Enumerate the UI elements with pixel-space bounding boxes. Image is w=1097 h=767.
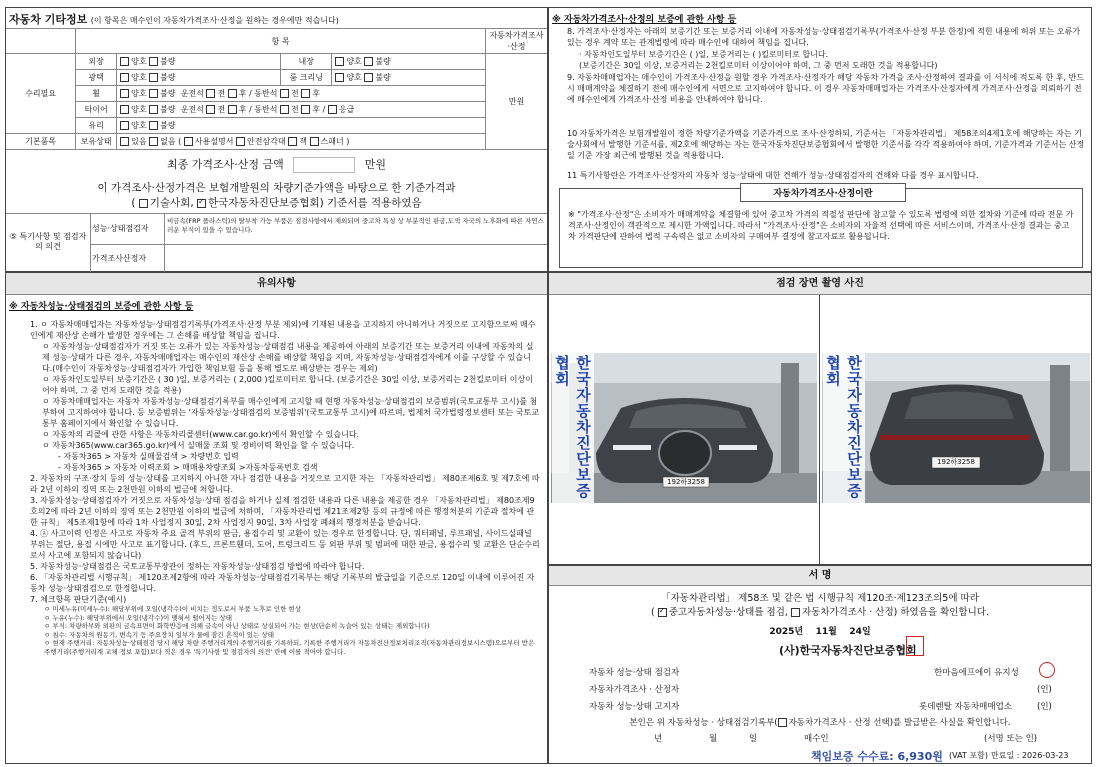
room-bad-checkbox[interactable] xyxy=(364,73,373,82)
good-label: 양호 xyxy=(131,57,147,66)
row-repair-label: 수리필요 xyxy=(6,54,76,134)
buyer-signature: (서명 또는 인) xyxy=(984,734,1038,744)
driver-label: 운전석 xyxy=(180,105,204,114)
price-assessor-label: 가격조사산정자 xyxy=(92,254,147,263)
signature-header: 서 명 xyxy=(549,566,1091,586)
clause-8a: · 자동차인도일부터 보증기간은 ( )일, 보증거리는 ( )킬로미터로 합니다. xyxy=(579,50,829,59)
rear-label: 후 xyxy=(238,105,247,114)
emergency-label: 응급 xyxy=(338,105,355,114)
clause-11: 11 특기사항란은 가격조사·산정자의 자동차 성능·상태에 대한 견해가 성능·상태점검자의 견해와 다를 경우 표시합니다. xyxy=(567,171,979,180)
license-plate: 192하3258 xyxy=(937,458,975,466)
bad-label: 불량 xyxy=(160,121,176,130)
tire-pass-front-checkbox[interactable] xyxy=(280,105,289,114)
triangle-checkbox[interactable] xyxy=(236,137,245,146)
special-notes-label: ⑤ 특기사항 및 점검자의 의견 xyxy=(9,232,87,251)
wheel-driver-rear-checkbox[interactable] xyxy=(228,89,237,98)
item-exterior: 외장 xyxy=(76,54,117,70)
col-price-header: 자동차가격조사·산정 xyxy=(486,29,548,54)
glass-bad-checkbox[interactable] xyxy=(149,121,158,130)
confirm-price-checkbox[interactable] xyxy=(791,608,800,617)
exterior-good-checkbox[interactable] xyxy=(120,57,129,66)
item-glass: 유리 xyxy=(76,118,117,134)
notice-item: - 자동차365 > 자동차 이력조회 > 매매용차량조회 >자동차등록번호 검색 xyxy=(58,463,318,472)
buyer-month: 월 xyxy=(709,734,718,744)
wheel-bad-checkbox[interactable] xyxy=(149,89,158,98)
rear-label: 후 xyxy=(312,89,321,98)
notice-item: ㅇ 자동차매매업자는 자동차 자동차성능·상태점검기록부를 매수인에게 고지할 때 현행 자동차성능·상태점검의 보증범위(국토교통부 고시)를 첨부하여 고지하여야 합니다. 등 보증범위는 '자동차성능·상태점검의 보증범위'(국토교통부 고시)에 따르며, 법제처 국가법령정보센터 또는 국토교통부 홈페이지에서 확인할 수 있습니다. xyxy=(42,397,540,428)
year-unit: 년 xyxy=(794,627,804,637)
bad-label: 불량 xyxy=(160,89,176,98)
expiry-date: 만료일 : 2026-03-23 xyxy=(991,751,1069,760)
good-label: 양호 xyxy=(131,73,147,82)
row-basic-label: 기본품목 xyxy=(6,134,76,150)
good-label: 양호 xyxy=(346,57,362,66)
criteria-item: ㅇ 현재 주행거리: 자동차성능·상태점검 당시 해당 차량 주행거리계의 주행거리를 기록하되, 기록한 주행거리가 자동차전산정보처리조직(자동차관리정보시스템)으로부터 받은 주행거리(주행거리계 교체 정보 포함)보다 적은 경우 '특기사항 및 점검자의 의견' 란에 이를 적어야 합니다. xyxy=(44,639,535,656)
rear-label: 후 xyxy=(238,89,247,98)
definition-box xyxy=(559,188,1083,268)
law-reference: 「자동차관리법」 제58조 및 같은 법 시행규칙 제120조·제123조의5에 따라 xyxy=(661,593,979,604)
manual-label: 사용설명서 xyxy=(194,137,234,146)
price-unit: 만원 xyxy=(486,54,548,150)
notice-section xyxy=(5,272,548,764)
confirm-line: ( ✓중고자동차성능·상태를 점검, 자동차가격조사 · 산정) 하였음을 확인합니다. xyxy=(549,604,1091,618)
front-label: 전 xyxy=(291,89,299,98)
tire-bad-checkbox[interactable] xyxy=(149,105,158,114)
warranty-fee: 책임보증 수수료: 6,930원 xyxy=(811,750,943,763)
assessor-label: 자동차가격조사 · 산정자 xyxy=(589,685,680,695)
issue-confirm-text: 본인은 위 자동차성능 · 상태점검기록부( xyxy=(629,718,778,728)
front-label: 전 xyxy=(217,105,226,114)
confirm-inspection-checkbox[interactable] xyxy=(658,608,667,617)
org-seal-stamp xyxy=(906,636,924,656)
basis-kaa-checkbox[interactable] xyxy=(197,199,206,208)
glass-good-checkbox[interactable] xyxy=(120,121,129,130)
spanner-checkbox[interactable] xyxy=(310,137,319,146)
notice-item: - 자동차365 > 자동차 실매물검색 > 차량번호 입력 xyxy=(58,452,239,461)
bad-label: 불량 xyxy=(160,73,176,82)
have-label: 있음 xyxy=(131,137,147,146)
issue-confirm-line xyxy=(549,716,1091,728)
bad-label: 불량 xyxy=(375,57,391,66)
interior-good-checkbox[interactable] xyxy=(335,57,344,66)
issue-price-checkbox[interactable] xyxy=(778,718,787,727)
inspector-label: 자동차 성능·상태 점검자 xyxy=(589,668,680,678)
perf-inspector-opinion: 비금속(FRP 플라스틱)의 탈부착 가능 부품은 점검사항에서 제외되며 중고차 특성 상 부분적인 판금,도색 자국의 노후화에 따른 자연스러운 부식이 있을 수 있습니다. xyxy=(167,217,544,234)
divider xyxy=(164,214,165,272)
final-price-input[interactable] xyxy=(293,157,355,173)
gloss-good-checkbox[interactable] xyxy=(120,73,129,82)
final-price-label: 최종 가격조사·산정 금액 xyxy=(166,158,284,171)
rear-label: 후 xyxy=(312,105,321,114)
divider xyxy=(819,295,820,564)
tire-driver-rear-checkbox[interactable] xyxy=(228,105,237,114)
jack-checkbox[interactable] xyxy=(288,137,297,146)
perf-inspector-label: 성능·상태점검자 xyxy=(92,224,149,233)
interior-bad-checkbox[interactable] xyxy=(364,57,373,66)
definition-text: ※ "가격조사·산정"은 소비자가 매매계약을 체결함에 있어 중고차 가격의 적절성 판단에 참고할 수 있도록 법령에 의한 절차와 기준에 따라 전문 가격조사·산정인이 객관적으로 제시한 가액입니다. 따라서 "가격조사·산정"은 소비자의 자율적 선택에 따른 서비스이며, 가격조사·산정 결과는 중고차 가격판단에 관하여 법적 구속력은 없고 소비자의 구매여부 결정에 참고자료로 활용됩니다. xyxy=(568,210,1074,241)
inspector-seal-stamp xyxy=(1039,662,1055,678)
buyer-day: 일 xyxy=(749,734,758,744)
front-label: 전 xyxy=(291,105,299,114)
tire-good-checkbox[interactable] xyxy=(120,105,129,114)
definition-title: 자동차가격조사·산정이란 xyxy=(740,183,906,202)
own-none-checkbox[interactable] xyxy=(149,137,158,146)
criteria-item: ㅇ 누유(누수): 해당부위에서 오일(냉각수)이 맺혀서 떨어지는 상태 xyxy=(44,613,232,622)
notice-header: 유의사항 xyxy=(6,273,547,295)
basis-tech-label: 기술사회, xyxy=(149,197,194,209)
price-warranty-section xyxy=(548,7,1092,272)
bad-label: 불량 xyxy=(160,57,176,66)
tire-pass-rear-checkbox[interactable] xyxy=(301,105,310,114)
wheel-driver-front-checkbox[interactable] xyxy=(206,89,215,98)
wheel-pass-rear-checkbox[interactable] xyxy=(301,89,310,98)
association-banner: 한국자동차진단보증협회 xyxy=(552,353,594,507)
notice-list xyxy=(30,319,540,656)
exterior-bad-checkbox[interactable] xyxy=(149,57,158,66)
notice-item: ㅇ 자동차의 리콜에 관한 사항은 자동차리콜센터(www.car.go.kr)에서 확인할 수 있습니다. xyxy=(42,430,360,439)
good-label: 양호 xyxy=(131,105,147,114)
clause-9: 9. 자동차매매업자는 매수인이 가격조사·산정을 원할 경우 가격조사·산정자가 해당 자동차 가격을 조사·산정하여 결과를 이 서식에 적도록 한 후, 반드시 매매계약을 체결하기 전에 매수인에게 서면으로 고지하여야 합니다. 이 경우 자동차매매업자는 가격조사·산정자에게 가격조사·산정을 의뢰하기 전에 매수인에게 가격조사·산정 비용을 안내하여야 합니다. xyxy=(567,73,1084,104)
section-title: 자동차 기타정보 xyxy=(9,13,88,26)
final-price-row xyxy=(6,156,547,173)
issue-date xyxy=(549,624,1091,637)
own-have-checkbox[interactable] xyxy=(120,137,129,146)
issue-confirm-text-b: 자동차가격조사 · 산정 선택)를 발급받은 사실을 확인합니다. xyxy=(788,718,1011,728)
front-label: 전 xyxy=(217,89,226,98)
bad-label: 불량 xyxy=(160,105,176,114)
final-price-unit: 만원 xyxy=(364,158,386,171)
license-plate: 192하3258 xyxy=(667,478,705,486)
good-label: 양호 xyxy=(131,89,147,98)
wheel-good-checkbox[interactable] xyxy=(120,89,129,98)
section-note: (이 항목은 매수인이 자동차가격조사·산정을 원하는 경우에만 적습니다) xyxy=(90,16,339,25)
fee-vat: (VAT 포함) xyxy=(949,751,988,760)
item-room-cleaning: 룸 크리닝 xyxy=(281,70,332,86)
inspector-name: 한마음에프에이 유지성 xyxy=(934,668,1019,678)
manual-checkbox[interactable] xyxy=(184,137,193,146)
issue-day: 24 xyxy=(849,627,862,637)
basis-tech-checkbox[interactable] xyxy=(139,199,148,208)
divider xyxy=(90,214,91,272)
criteria-item: ㅇ 미세누유(미세누수): 해당부위에 오일(냉각수)이 비치는 정도로서 부품 노후로 인한 현상 xyxy=(44,605,301,613)
price-warranty-title: ※ 자동차가격조사·산정의 보증에 관한 사항 등 xyxy=(552,15,737,25)
month-unit: 월 xyxy=(828,627,837,637)
notice-item: 1. ㅇ 자동차매매업자는 자동차성능·상태점검기록부(가격조사·산정 부분 제외)에 기재된 내용을 고지하지 아니하거나 거짓으로 고지함으로써 매수인에게 재산상 손해가 발생한 경우에는 그 손해를 배상할 책임을 집니다. xyxy=(30,320,536,340)
tire-emergency-checkbox[interactable] xyxy=(328,105,337,114)
clause-8: 8. 가격조사·산정자는 아래의 보증기간 또는 보증거리 이내에 자동차성능·상태점검기록부(가격조사·산정 부분 한정)에 적힌 내용에 허위 또는 오류가 있는 경우 계약 또는 관계법령에 따라 매수인에 대하여 책임을 집니다. xyxy=(567,27,1081,47)
none-label: 없음 xyxy=(160,137,176,146)
clause-8b: (보증기간은 30일 이상, 보증거리는 2천킬로미터 이상이어야 하며, 그 중 먼저 도래한 것을 적용합니다) xyxy=(579,61,938,70)
association-banner: 한국자동차진단보증협회 xyxy=(823,353,865,507)
vehicle-other-info-section xyxy=(5,7,548,272)
signature-section xyxy=(548,565,1092,764)
day-unit: 일 xyxy=(861,627,871,637)
confirm-inspection-label: 중고자동차성능·상태를 점검, xyxy=(668,607,788,618)
other-info-table: 항 목 자동차가격조사·산정 수리필요 외장 양호 불량 내장 양호 불량 만원 광택 양호 불량 룸 크리닝 양호 불량 휠 양호 불량 운전석 전 후 / 동반석 전 후 타이어 양호 불량 운전석 전 후 / 동반석 전 후 / 응급 유리 양호 불량 기본품목 보유상태 있음 없음 ( 사용설명서 안전삼각대 잭 스패너 ) xyxy=(6,28,547,150)
buyer-year: 년 xyxy=(654,734,663,744)
notice-item: 3. 자동차성능·상태점검자가 거짓으로 자동차성능·상태 점검을 하거나 실제 점검한 내용과 다른 내용을 제공한 경우 「자동차관리법」 제80조제9호의2에 따라 2년 이하의 징역 또는 2천만원 이하의 벌금에 처하며, 「자동차관리법 제21조제2항 등의 규정에 따른 행정처분의 기준과 절차에 관한 규칙」 제5조제1항에 따라 1차 사업정지 30일, 2차 사업정지 90일, 3차 사업장 폐쇄의 행정처분을 받습니다. xyxy=(30,496,535,527)
jack-label: 잭 xyxy=(299,137,307,146)
notice-item: 2. 자동차의 구조·장치 등의 성능·상태를 고지하지 아니한 자나 점검한 내용을 거짓으로 고지한 자는 「자동차관리법」 제80조제6호 및 제7호에 따라 2년 이하의 징역 또는 2천만원 이하의 벌금에 처합니다. xyxy=(30,474,540,494)
gloss-bad-checkbox[interactable] xyxy=(149,73,158,82)
room-good-checkbox[interactable] xyxy=(335,73,344,82)
issue-year: 2025 xyxy=(769,627,795,637)
issue-month: 11 xyxy=(815,627,829,637)
item-wheel: 휠 xyxy=(76,86,117,102)
criteria-list xyxy=(30,605,540,656)
notice-item: 5. 자동차성능·상태점검은 국토교통부장관이 정하는 자동차성능·상태점검 방법에 따라야 합니다. xyxy=(30,562,365,571)
special-notes xyxy=(6,213,547,272)
passenger-label: / 동반석 xyxy=(249,105,278,114)
basis-line2: ( 기술사회, ✓ 한국자동차진단보증협회) 기준서를 적용하였음 xyxy=(6,195,547,210)
buyer-label: 매수인 xyxy=(804,734,829,744)
item-own-status: 보유상태 xyxy=(76,134,117,150)
tire-driver-front-checkbox[interactable] xyxy=(206,105,215,114)
notifier-label: 자동차 성능·상태 고지자 xyxy=(589,702,680,712)
criteria-item: ㅇ 침수: 자동차의 원동기, 변속기 등 주요장치 일부가 물에 잠긴 흔적이 있는 상태 xyxy=(44,630,274,639)
item-tire: 타이어 xyxy=(76,102,117,118)
notifier-name: 롯데렌탈 자동차매매업소 xyxy=(919,702,1013,712)
notice-item: 6. 「자동차관리법 시행규칙」 제120조제2항에 따라 자동차성능·상태점검기록부는 해당 기록부의 발급일을 기준으로 120일 이내에 이루어진 자동차 성능·상태점검으로 한정합니다. xyxy=(30,573,535,593)
triangle-label: 안전삼각대 xyxy=(247,137,286,146)
col-item-header: 항 목 xyxy=(76,29,486,54)
notifier-seal: (인) xyxy=(1037,702,1052,712)
criteria-item: ㅇ 부식: 차량하부와 외판의 금속표면이 화학반응에 의해 금속이 아닌 상태로 상실되어 가는 현상(단순히 녹슬어 있는 상태는 제외합니다) xyxy=(44,622,430,630)
photo-header: 점검 장면 촬영 사진 xyxy=(549,273,1091,295)
notice-item: ㅇ 자동차성능·상태점검자가 거짓 또는 오류가 있는 자동차성능·상태점검 내용을 제공하여 아래의 보증기간 또는 보증거리 이내에 자동차의 실제 성능·상태가 다른 경우, 자동차매매업자는 매수인의 재산상 손해를 배상할 책임을 지며, 자동차성능·상태점검자에게 이를 구상할 수 있습니다.(매수인이 자동차성능·상태점검자가 가입한 책임보험 등을 통해 별도로 배상받는 경우는 제외) xyxy=(42,342,534,373)
basis-line1: 이 가격조사·산정가격은 보험개발원의 차량기준가액을 바탕으로 한 기준가격과 xyxy=(97,182,456,194)
item-interior: 내장 xyxy=(281,54,332,70)
notice-item: ㅇ 자동차인도일부터 보증기간은 ( 30 )일, 보증거리는 ( 2,000 )킬로미터로 합니다. (보증기간은 30일 이상, 보증거리는 2천킬로미터 이상이어야 하며, 그 중 먼저 도래한 것을 적용) xyxy=(42,375,533,395)
notice-title: ※ 자동차성능·상태점검의 보증에 관한 사항 등 xyxy=(9,302,194,312)
wheel-pass-front-checkbox[interactable] xyxy=(280,89,289,98)
bad-label: 불량 xyxy=(375,73,391,82)
notice-item: 7. 체크항목 판단기준(예시) xyxy=(30,595,127,604)
good-label: 양호 xyxy=(131,121,147,130)
item-gloss: 광택 xyxy=(76,70,117,86)
divider xyxy=(90,244,547,245)
driver-label: 운전석 xyxy=(180,89,204,98)
issuing-org: (사)한국자동차진단보증협회 xyxy=(779,644,917,657)
notice-item: ㅇ 자동차365(www.car365.go.kr)에서 실매물 조회 및 정비이력 확인을 할 수 있습니다. xyxy=(42,441,355,450)
clause-10: 10 자동차가격은 보험개발원이 정한 차량기준가액을 기준가격으로 조사·산정하되, 기준서는 「자동차관리법」 제58조의4제1호에 해당하는 자는 기술사회에서 발행한 기준서를, 제2호에 해당하는 자는 한국자동차진단보증협회에서 발행한 기준서를 각각 적용하여야 하며, 기준가격과 기준서는 산정일 기준 가장 최근에 발행된 것을 적용합니다. xyxy=(567,129,1085,160)
assessor-seal: (인) xyxy=(1037,685,1052,695)
basis-kaa-label: 한국자동차진단보증협회) 기준서를 적용하였음 xyxy=(208,197,422,209)
notice-item: 4. ⓐ 사고이력 인정은 사고로 자동차 주요 골격 부위의 판금, 용접수리 및 교환이 있는 경우로 한정합니다. 단, 쿼터패널, 루프패널, 사이드실패널 부위는 절단, 용접 시에만 사고로 표기합니다. (후드, 프론트휀더, 도어, 트렁크리드 등 외판 부위 및 범퍼에 대한 판금, 용접수리 및 교환은 단순수리로서 사고에 포함되지 않습니다) xyxy=(30,529,540,560)
spanner-label: 스패너 xyxy=(320,137,344,146)
photo-section xyxy=(548,272,1092,565)
good-label: 양호 xyxy=(346,73,362,82)
passenger-label: / 동반석 xyxy=(249,89,278,98)
confirm-price-label: 자동차가격조사 · 산정) 하였음을 확인합니다. xyxy=(801,607,989,618)
